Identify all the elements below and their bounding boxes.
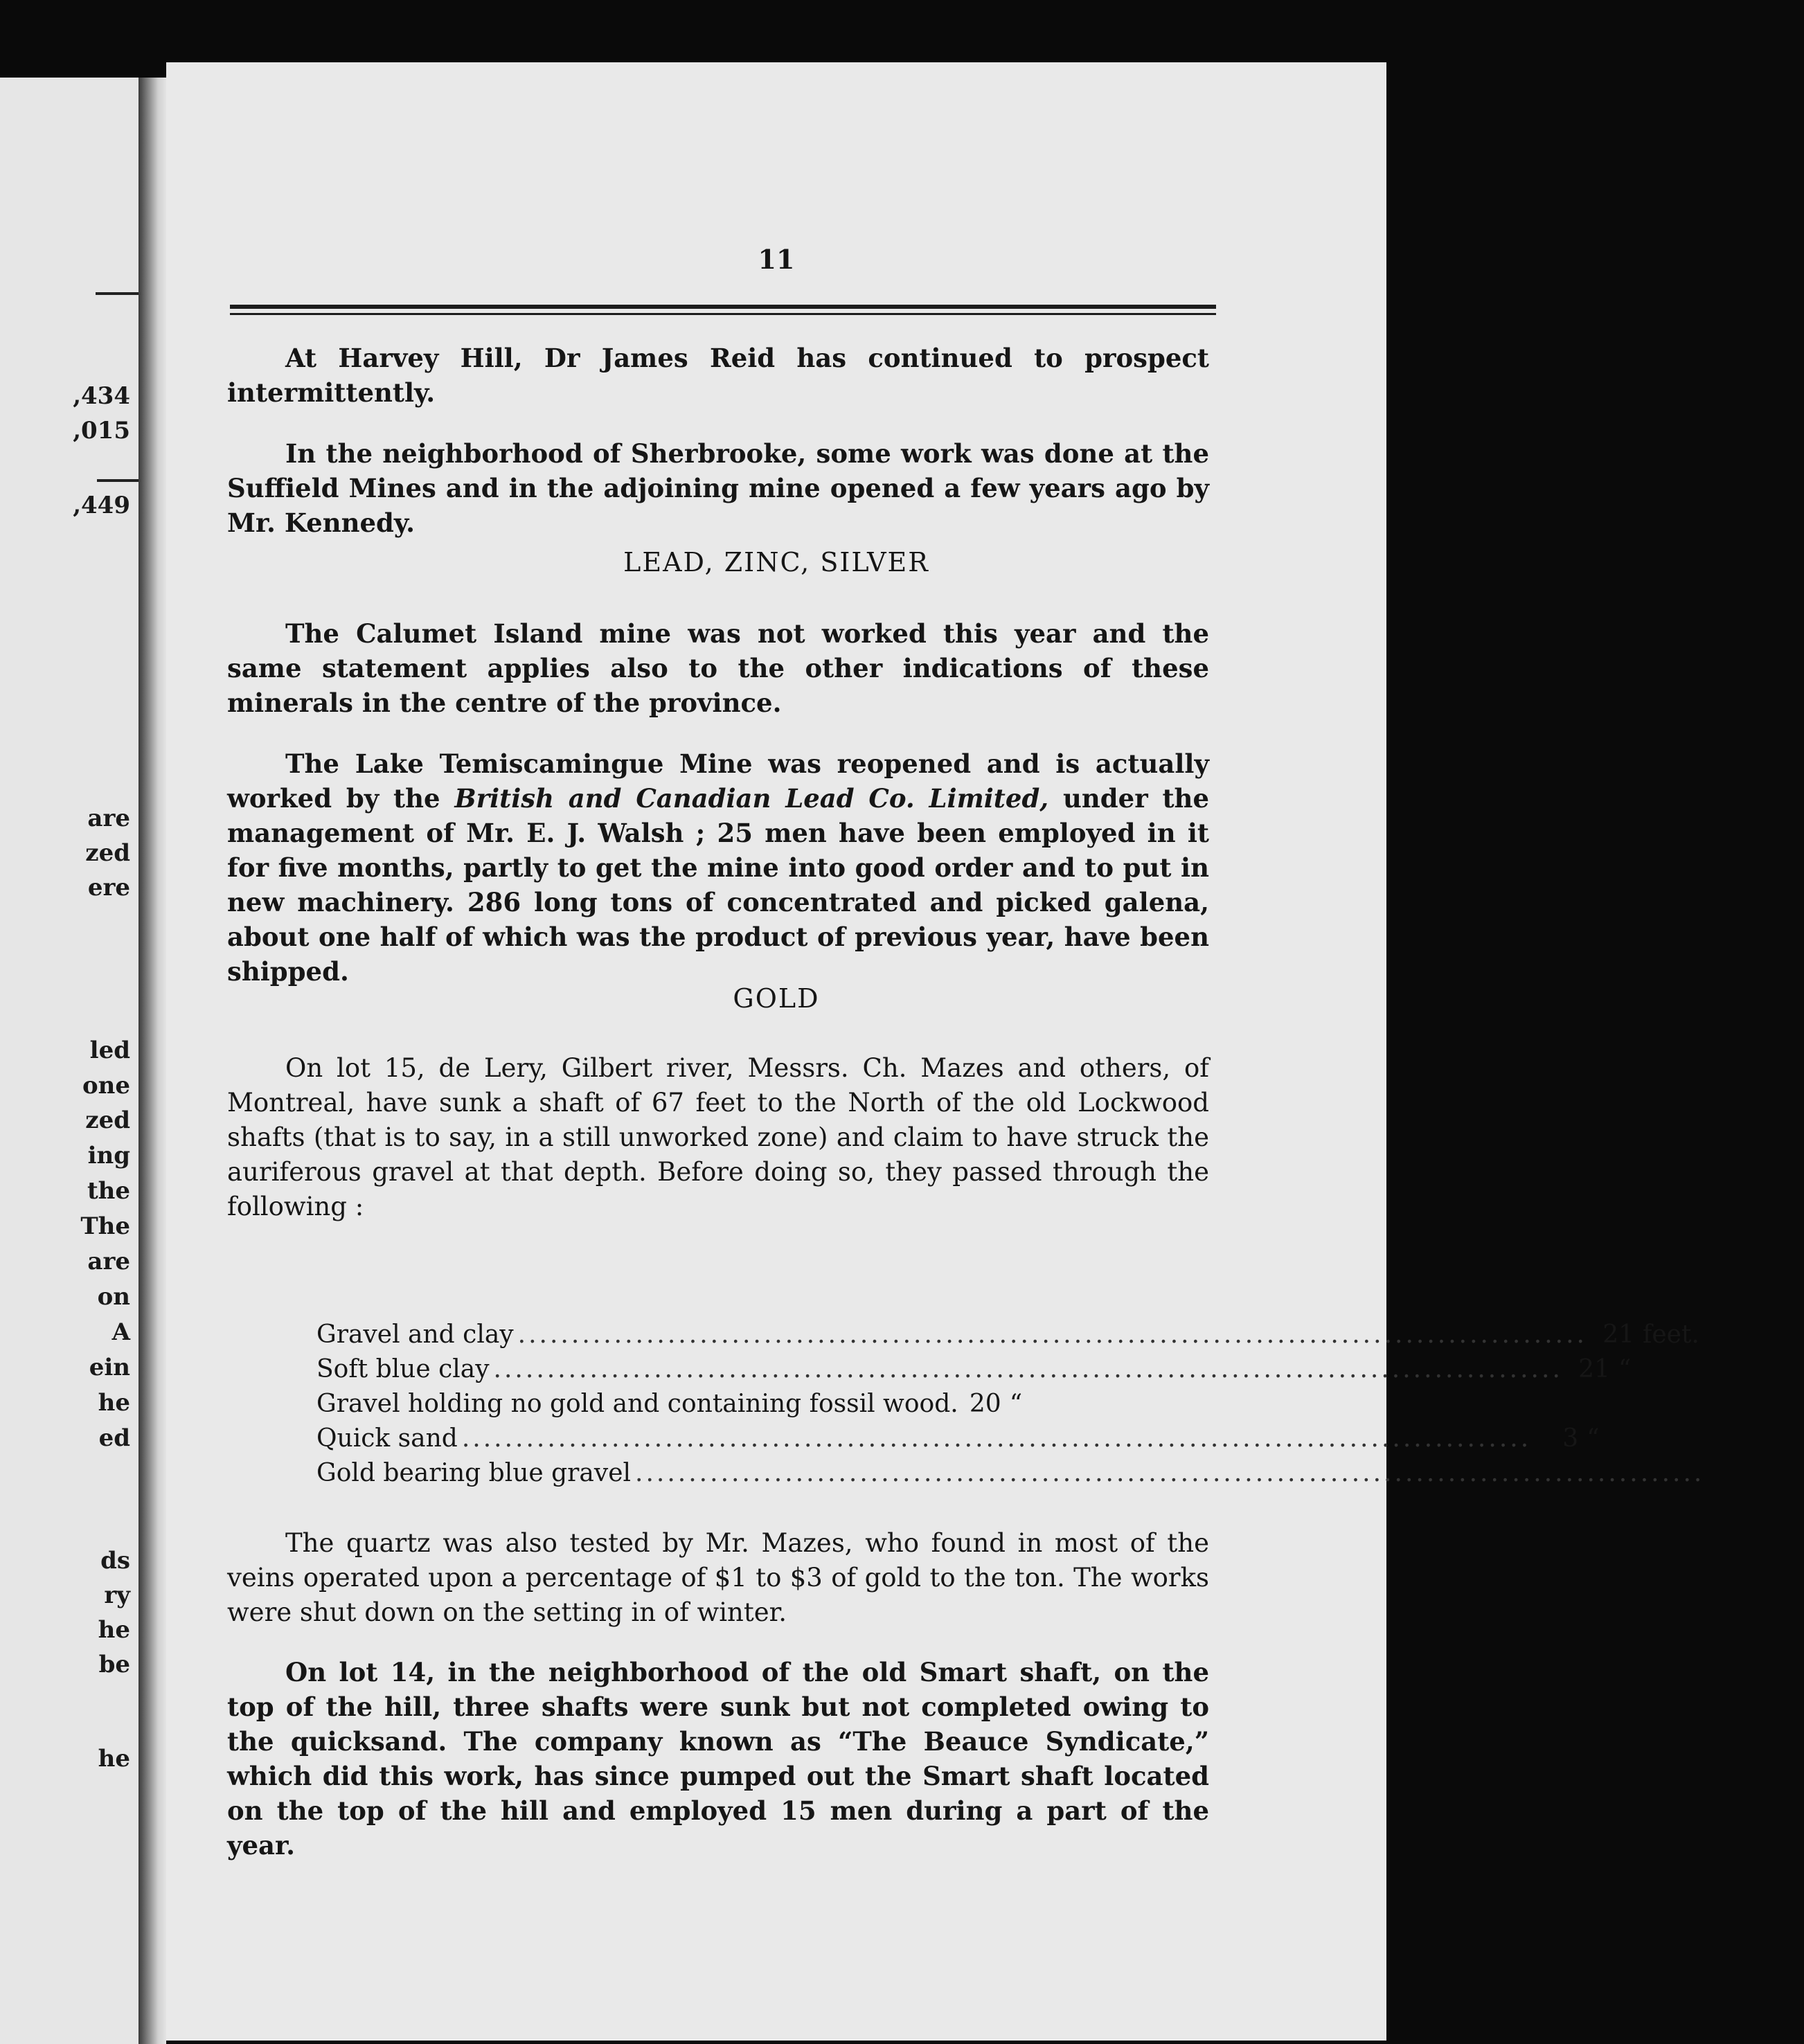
left-page-word: he [98, 1616, 130, 1644]
left-page-word: on [97, 1283, 130, 1311]
leader-dots: .................................................................................................... [493, 1355, 1563, 1383]
leader-dots: .................................................................................................... [635, 1459, 1705, 1487]
stratum-depth: 21 [1602, 1320, 1634, 1349]
stratum-unit [1751, 1456, 1804, 1491]
stratum-name: Gravel and clay [316, 1320, 514, 1349]
stratum-row [316, 1387, 1134, 1422]
left-page-word: ing [87, 1142, 130, 1169]
left-page-word: ein [89, 1354, 130, 1381]
stratum-row [316, 1318, 1699, 1352]
left-page-word: A [111, 1318, 130, 1346]
stratum-name: Quick sand [316, 1424, 458, 1453]
paragraph-quartz: The quartz was also tested by Mr. Mazes, who found in most of the veins operated upon a percentage of $1 to $3 of gold to the ton. The works were shut down on the setting in of winter. [227, 1528, 1209, 1627]
paragraph-sherbrooke: In the neighborhood of Sherbrooke, some work was done at the Suffield Mines and in the adjoining mine opened a few years ago by Mr. Kennedy. [227, 438, 1209, 538]
stratum-name: Gold bearing blue gravel [316, 1459, 632, 1487]
stratum-depth: 3 [1562, 1424, 1579, 1453]
left-page-word: ed [98, 1424, 130, 1452]
book-gutter [139, 78, 166, 2044]
paragraph-temiscamingue [227, 746, 1209, 989]
left-page-word: he [98, 1745, 130, 1773]
left-page-word: be [98, 1651, 130, 1678]
leader-dots: .................................................................................................... [517, 1320, 1587, 1349]
paragraph-calumet: The Calumet Island mine was not worked this year and the same statement applies also to the other indications of these minerals in the centre of the province. [227, 618, 1209, 718]
stratum-unit: feet. [1643, 1320, 1699, 1349]
document-page [166, 62, 1705, 2041]
stratum-unit: “ [1618, 1355, 1632, 1383]
stratum-row [316, 1422, 1600, 1456]
left-page-rule [96, 292, 139, 295]
leader-dots: .................................................................................................... [461, 1424, 1532, 1453]
stratum-unit: “ [1009, 1390, 1023, 1418]
left-page-number: ,449 [73, 492, 130, 519]
left-page-margin [0, 78, 139, 2044]
stratum-depth: 20 [969, 1390, 1001, 1418]
stratum-name: Gravel holding no gold and containing fossil wood. [316, 1390, 958, 1418]
paragraph-lot-15: On lot 15, de Lery, Gilbert river, Messrs. Ch. Mazes and others, of Montreal, have sunk a shaft of 67 feet to the North of the old Lockwood shafts (that is to say, in a still unworked zone) and claim to have struck the auriferous gravel at that depth. Before doing so, they passed through the following : [227, 1053, 1209, 1221]
left-page-word: ds [100, 1547, 130, 1575]
left-page-rule [97, 479, 139, 482]
left-page-word: ry [104, 1581, 130, 1609]
company-name-italic: British and Canadian Lead Co. Limited, [454, 783, 1049, 814]
header-rule [230, 313, 1216, 315]
stratum-unit: “ [1587, 1424, 1600, 1453]
left-page-word: he [98, 1389, 130, 1417]
left-page-number: ,434 [73, 382, 130, 410]
temiscamingue-text-before: The Lake Temiscamingue Mine was reopened and is actually worked by the [227, 748, 1209, 814]
header-rule [230, 305, 1216, 309]
stratum-depth [1708, 1456, 1751, 1491]
left-page-word: are [87, 805, 130, 832]
left-page-word: the [87, 1177, 130, 1205]
left-page-number: ,015 [73, 417, 130, 445]
stratum-row [316, 1352, 1632, 1387]
left-page-word: are [87, 1248, 130, 1275]
paragraph-harvey-hill: At Harvey Hill, Dr James Reid has continued to prospect intermittently. [227, 343, 1209, 408]
left-page-word: one [82, 1072, 130, 1100]
left-page-word: ere [87, 874, 130, 902]
left-page-word: The [80, 1212, 130, 1240]
page-number: 11 [758, 244, 795, 275]
left-page-word: led [89, 1037, 130, 1064]
heading-lead-zinc-silver: LEAD, ZINC, SILVER [623, 547, 929, 577]
stratum-name: Soft blue clay [316, 1355, 490, 1383]
left-page-word: zed [85, 1106, 130, 1134]
heading-gold: GOLD [733, 983, 820, 1014]
paragraph-lot-14: On lot 14, in the neighborhood of the old Smart shaft, on the top of the hill, three shafts were sunk but not completed owing to the quicksand. The company known as “The Beauce Syndicate,” which did this work, has since pumped out the Smart shaft located on the top of the hill and employed 15 men during a part of the year. [227, 1657, 1209, 1861]
temiscamingue-text-after: under the management of Mr. E. J. Walsh ; 25 men have been employed in it for five months, partly to get the mine into good order and to put in new machinery. 286 long tons of concentrated and picked galena, about one half of which was the product of previous year, have been shipped. [227, 783, 1210, 987]
left-page-word: zed [85, 839, 130, 867]
stratum-row [316, 1456, 1705, 1491]
strata-list [316, 1318, 1705, 1491]
stratum-depth: 21 [1578, 1355, 1610, 1383]
